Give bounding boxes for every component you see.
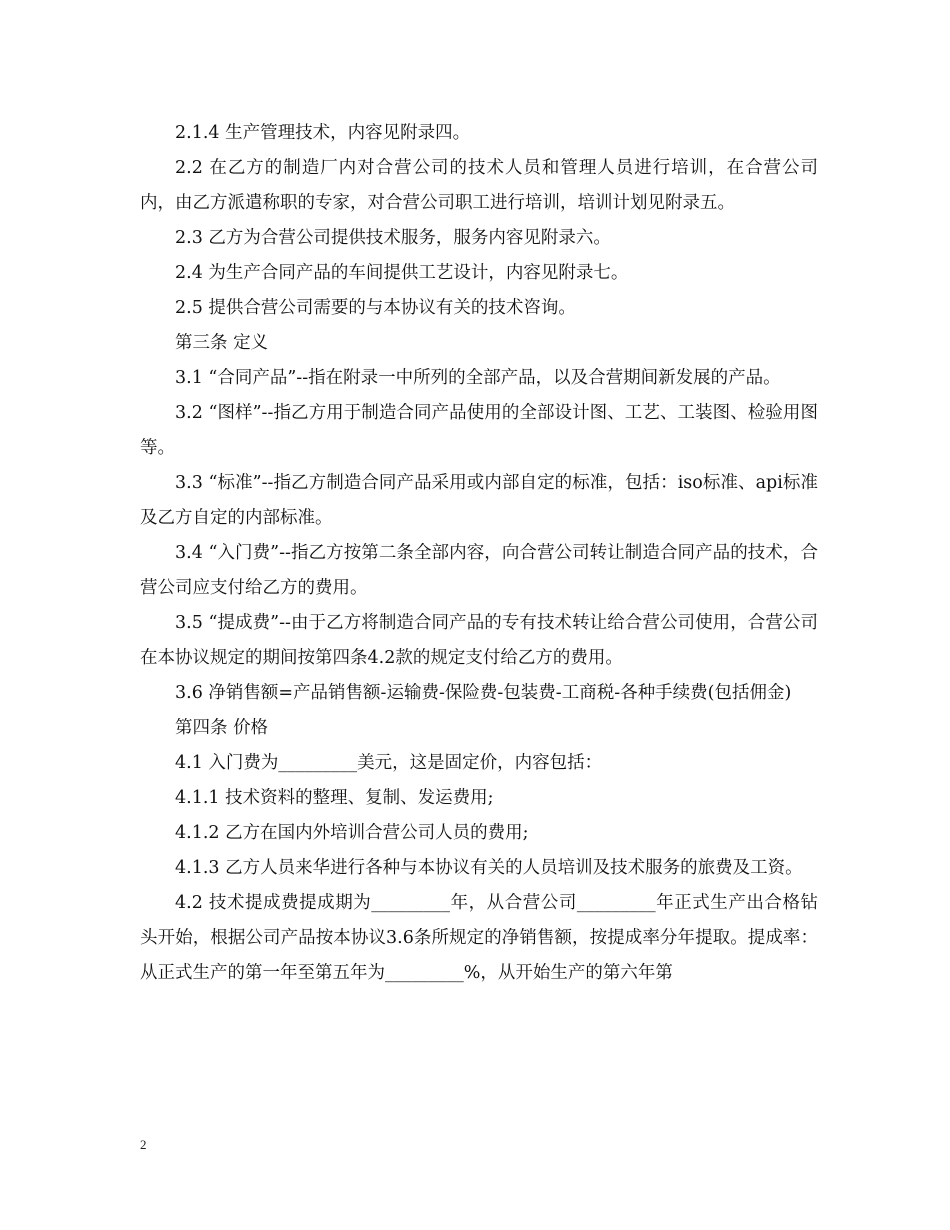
paragraph-3-3: 3.3 “标准”--指乙方制造合同产品采用或内部自定的标准，包括：iso标准、api标准及乙方自定的内部标准。 [140, 473, 818, 528]
paragraph-4-1-1: 4.1.1 技术资料的整理、复制、发运费用; [175, 788, 494, 808]
paragraph-3-5: 3.5 “提成费”--由于乙方将制造合同产品的专有技术转让给合营公司使用，合营公司在本协议规定的期间按第四条4.2款的规定支付给乙方的费用。 [140, 613, 818, 668]
page-number: 2 [140, 1137, 147, 1152]
paragraph-4-2: 4.2 技术提成费提成期为_________年，从合营公司_________年正式生产出合格钻头开始，根据公司产品按本协议3.6条所规定的净销售额，按提成率分年提取。提成率：从正式生产的第一年至第五年为_________%，从开始生产的第六年第 [140, 893, 818, 983]
document-body [140, 116, 818, 991]
paragraph-2-4: 2.4 为生产合同产品的车间提供工艺设计，内容见附录七。 [175, 263, 629, 283]
paragraph-3-2: 3.2 “图样”--指乙方用于制造合同产品使用的全部设计图、工艺、工装图、检验用图等。 [140, 403, 818, 458]
paragraph-4-1-3: 4.1.3 乙方人员来华进行各种与本协议有关的人员培训及技术服务的旅费及工资。 [175, 858, 803, 878]
paragraph-3-4: 3.4 “入门费”--指乙方按第二条全部内容，向合营公司转让制造合同产品的技术，合营公司应支付给乙方的费用。 [140, 543, 818, 598]
article-3-heading: 第三条 定义 [175, 333, 269, 353]
article-4-heading: 第四条 价格 [175, 718, 269, 738]
paragraph-2-1-4: 2.1.4 生产管理技术，内容见附录四。 [175, 123, 471, 143]
paragraph-4-1-2: 4.1.2 乙方在国内外培训合营公司人员的费用; [175, 823, 529, 843]
paragraph-2-2: 2.2 在乙方的制造厂内对合营公司的技术人员和管理人员进行培训，在合营公司内，由乙方派遣称职的专家，对合营公司职工进行培训，培训计划见附录五。 [140, 158, 818, 213]
paragraph-3-1: 3.1 “合同产品”--指在附录一中所列的全部产品，以及合营期间新发展的产品。 [175, 368, 781, 388]
paragraph-2-5: 2.5 提供合营公司需要的与本协议有关的技术咨询。 [175, 298, 576, 318]
paragraph-3-6: 3.6 净销售额=产品销售额-运输费-保险费-包装费-工商税-各种手续费(包括佣金) [175, 683, 792, 703]
paragraph-2-3: 2.3 乙方为合营公司提供技术服务，服务内容见附录六。 [175, 228, 611, 248]
paragraph-4-1: 4.1 入门费为_________美元，这是固定价，内容包括： [175, 753, 603, 773]
